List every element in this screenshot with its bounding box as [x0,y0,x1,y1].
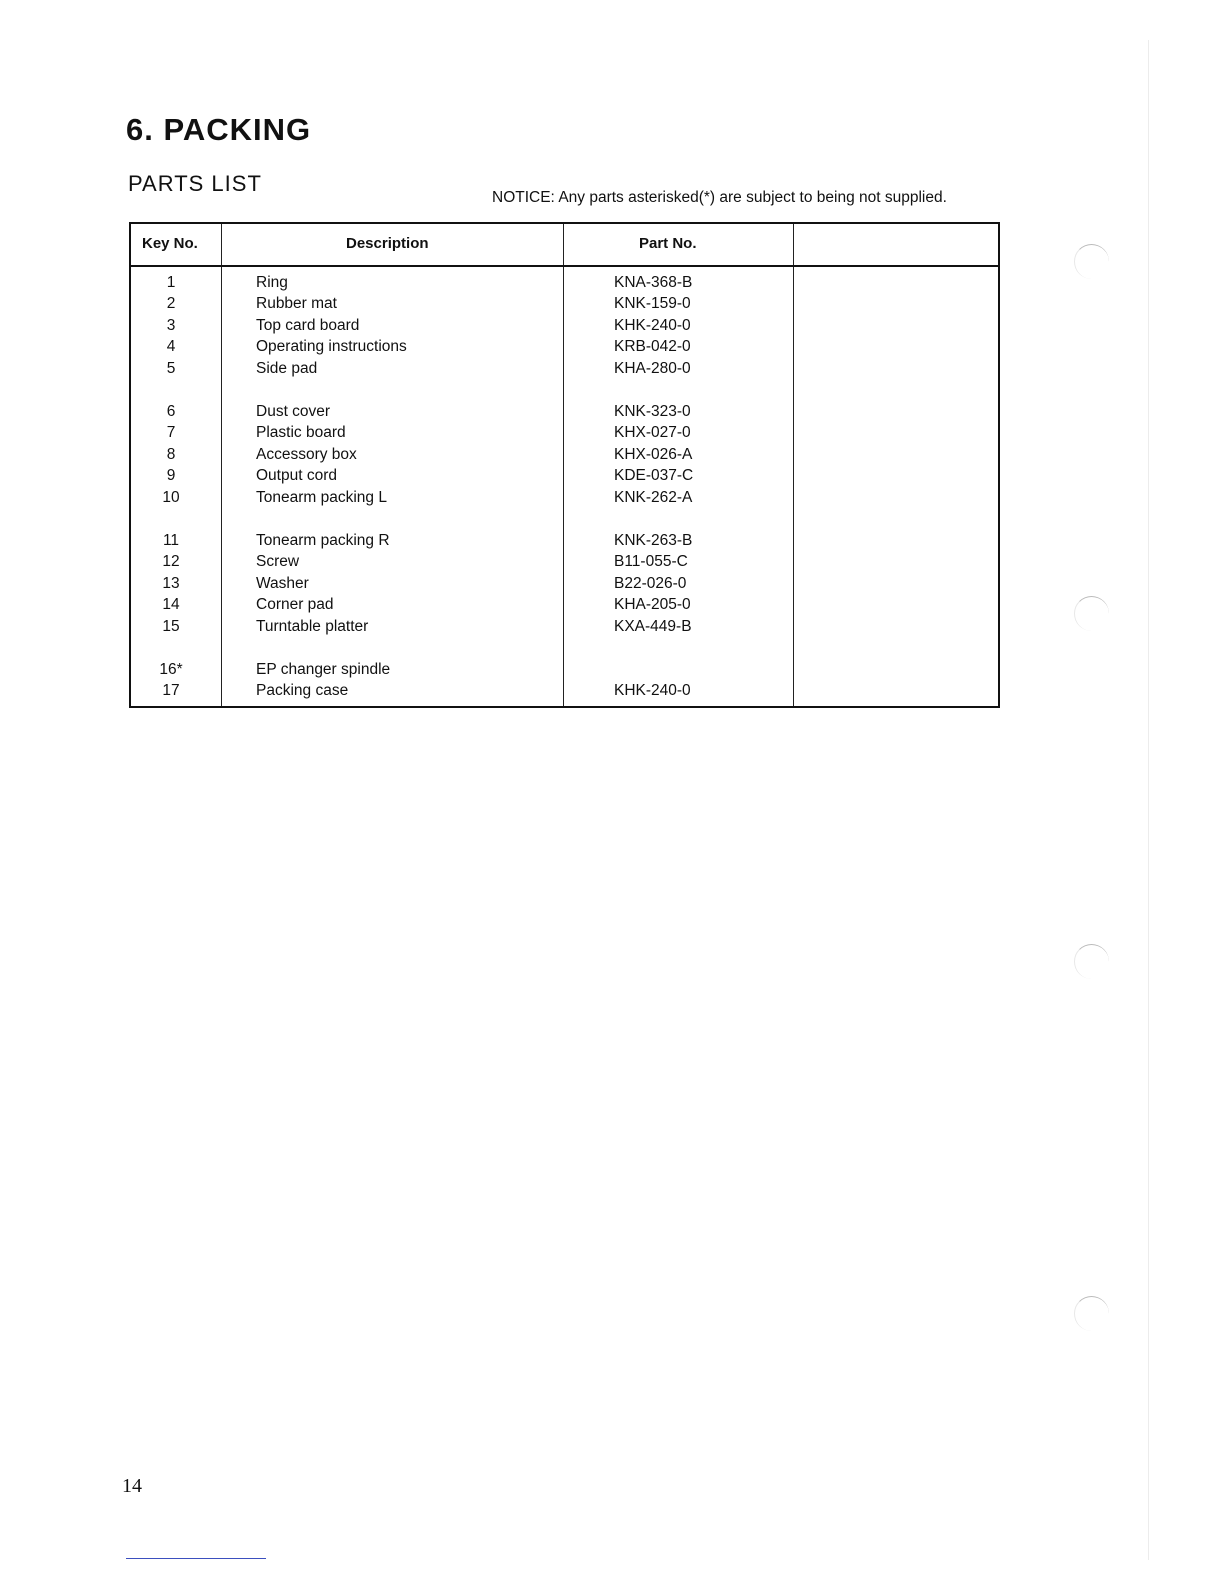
part-no-cell: KRB-042-0 [614,338,691,356]
header-part-no: Part No. [639,235,697,252]
table-row [131,487,998,508]
key-no-cell: 16* [159,661,183,678]
footer-rule [126,1558,266,1559]
page-number: 14 [122,1475,142,1497]
description-cell: Ring [256,274,288,291]
description-cell: Washer [256,574,309,592]
section-title: 6. PACKING [126,112,312,147]
part-no-cell: KNK-262-A [614,488,693,506]
key-no-cell: 9 [166,467,176,485]
table-row [131,444,998,465]
key-no-cell: 11 [162,532,180,549]
description-cell: Operating instructions [256,338,407,356]
table-row [131,573,998,594]
table-row [131,336,998,357]
table-row [131,293,998,314]
description-cell: Turntable platter [256,617,369,635]
key-no-cell: 3 [166,316,176,334]
binder-hole [1074,244,1109,279]
description-cell: Tonearm packing L [256,488,387,506]
header-description: Description [346,235,429,252]
parts-table [129,222,1000,708]
part-no-cell: KNK-159-0 [614,295,691,313]
binder-hole [1074,1296,1109,1331]
binder-hole [1074,596,1109,631]
table-row [131,422,998,443]
description-cell: Dust cover [256,403,331,420]
key-no-cell: 14 [162,596,180,614]
part-no-cell: KNA-368-B [614,274,693,291]
table-row [131,551,998,572]
description-cell: Side pad [256,359,318,377]
part-no-cell: KNK-323-0 [614,403,691,420]
key-no-cell: 6 [166,403,176,420]
table-row [131,680,998,701]
part-no-cell: B11-055-C [614,553,688,571]
description-cell: Screw [256,553,300,571]
description-cell: Tonearm packing R [256,532,390,549]
key-no-cell: 4 [166,338,176,356]
part-no-cell: KHX-027-0 [614,424,691,442]
page-edge-shadow [1148,40,1149,1560]
binder-hole [1074,944,1109,979]
key-no-cell: 10 [162,488,180,506]
description-cell: Output cord [256,467,337,485]
key-no-cell: 1 [166,274,176,291]
header-divider [131,265,998,267]
description-cell: Top card board [256,316,360,334]
key-no-cell: 7 [166,424,176,442]
description-cell: Rubber mat [256,295,337,313]
part-no-cell: KDE-037-C [614,467,694,485]
description-cell: Corner pad [256,596,334,614]
table-row [131,616,998,637]
description-cell: Accessory box [256,445,357,463]
parts-list-title: PARTS LIST [128,171,262,196]
part-no-cell: KXA-449-B [614,617,692,635]
key-no-cell: 2 [166,295,176,313]
description-cell: Plastic board [256,424,346,442]
key-no-cell: 12 [162,553,180,571]
key-no-cell: 13 [162,574,180,592]
part-no-cell: KHX-026-A [614,445,693,463]
table-row [131,272,998,293]
part-no-cell: KHK-240-0 [614,316,691,334]
key-no-cell: 15 [162,617,180,635]
table-row [131,594,998,615]
table-row [131,358,998,379]
header-key-no: Key No. [142,235,198,252]
description-cell: EP changer spindle [256,661,391,678]
part-no-cell: KHA-280-0 [614,359,691,377]
table-row [131,659,998,680]
key-no-cell: 8 [166,445,176,463]
key-no-cell: 17 [162,682,180,700]
part-no-cell: KNK-263-B [614,532,693,549]
part-no-cell: B22-026-0 [614,574,687,592]
table-row [131,530,998,551]
description-cell: Packing case [256,682,349,700]
part-no-cell: KHA-205-0 [614,596,691,614]
key-no-cell: 5 [166,359,176,377]
notice-text: NOTICE: Any parts asterisked(*) are subject to being not supplied. [492,189,947,206]
table-row [131,315,998,336]
part-no-cell: KHK-240-0 [614,682,691,700]
table-row [131,401,998,422]
table-row [131,465,998,486]
